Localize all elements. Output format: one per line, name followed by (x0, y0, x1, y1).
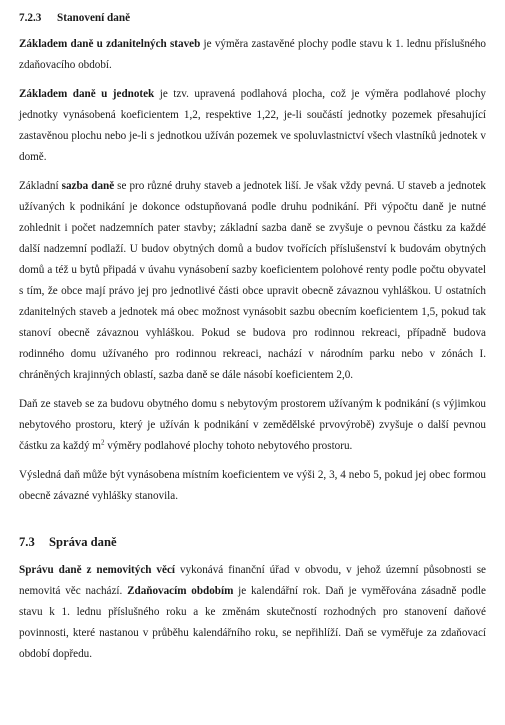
section-heading (19, 533, 486, 551)
subsection-number: 7.2.3 (19, 12, 42, 24)
bold-term: Základem daně u jednotek (19, 88, 155, 100)
subsection-heading (19, 10, 486, 26)
paragraph-text: je tzv. upravená podlahová plocha, což je výměra podlahové plochy jednotky vynásobená koeficientem 1,2, respektive 1,22, je-li součástí jednotky pozemek přesahující zastavěnou plochu nebo je-li s jednotkou užíván pozemek ve spoluvlastnictví všech vlastníků jednotek v domě. (19, 88, 486, 163)
paragraph-text: vykonává finanční úřad v obvodu, v jehož územní působnosti se nemovitá věc nachází. (19, 564, 486, 597)
bold-term: Zdaňovacím obdobím (127, 585, 234, 597)
paragraph-text: Základní (19, 180, 62, 192)
paragraph-tax-rate (19, 176, 486, 386)
paragraph-text: Výsledná daň může být vynásobena místním koeficientem ve výši 2, 3, 4 nebo 5, pokud jej obec formou obecně závazné vyhlášky stanovila. (19, 469, 486, 502)
bold-term: Základem daně u zdanitelných staveb (19, 38, 201, 50)
subsection-title: Stanovení daně (57, 12, 131, 24)
paragraph-tax-base-units (19, 84, 486, 168)
section-number: 7.3 (19, 535, 35, 549)
paragraph-local-coefficient (19, 465, 486, 507)
paragraph-tax-base-buildings (19, 34, 486, 76)
paragraph-text: výměry podlahové plochy tohoto nebytového prostoru. (104, 440, 353, 452)
paragraph-nonresidential-surcharge (19, 394, 486, 457)
paragraph-text: je výměra zastavěné plochy podle stavu k 1. lednu příslušného zdaňovacího období. (19, 38, 487, 71)
paragraph-tax-administration (19, 560, 486, 665)
bold-term: sazba daně (61, 180, 115, 192)
section-title: Správa daně (49, 535, 117, 549)
superscript: 2 (100, 438, 105, 447)
paragraph-text: Daň ze staveb se za budovu obytného domu s nebytovým prostorem užívaným k podnikání (s výjimkou nebytového prostoru, který je užíván k podnikání v zemědělské prvovýrobě) zvyšuje o další pevnou částku za každý m (19, 398, 486, 452)
paragraph-text: je kalendářní rok. Daň je vyměřována zásadně podle stavu k 1. lednu příslušného roku a ke změnám skutečností rozhodných pro stanovení daňové povinnosti, které nastanou v průběhu kalendářního roku, se nepřihlíží. Daň se vyměřuje za zdaňovací období dopředu. (19, 585, 486, 660)
bold-term: Správu daně z nemovitých věcí (19, 564, 175, 576)
paragraph-text: se pro různé druhy staveb a jednotek liší. Je však vždy pevná. U staveb a jednotek užívaných k podnikání je dokonce odstupňovaná podle druhu podnikání. Při výpočtu daně je nutné zohlednit i počet nadzemních pater stavby; základní sazba daně se zvyšuje o pevnou částku za každé další nadzemní podlaží. U budov obytných domů a budov tvořících příslušenství k budovám obytných domů a též u bytů připadá v úvahu vynásobení sazby koeficientem polohové renty podle počtu obyvatel s tím, že obce mají právo jej pro jednotlivé části obce upravit obecně závaznou vyhláškou. U ostatních zdanitelných staveb a jednotek má obec možnost vynásobit sazbu obecním koeficientem 1,5, pokud tak stanoví obecně závaznou vyhláškou. Pokud se budova pro rodinnou rekreaci, případně budova rodinného domu užívaného pro rodinnou rekreaci, nachází v národním parku nebo v zónách I. chráněných krajinných oblastí, sazba daně se dále násobí koeficientem 2,0. (19, 180, 487, 381)
